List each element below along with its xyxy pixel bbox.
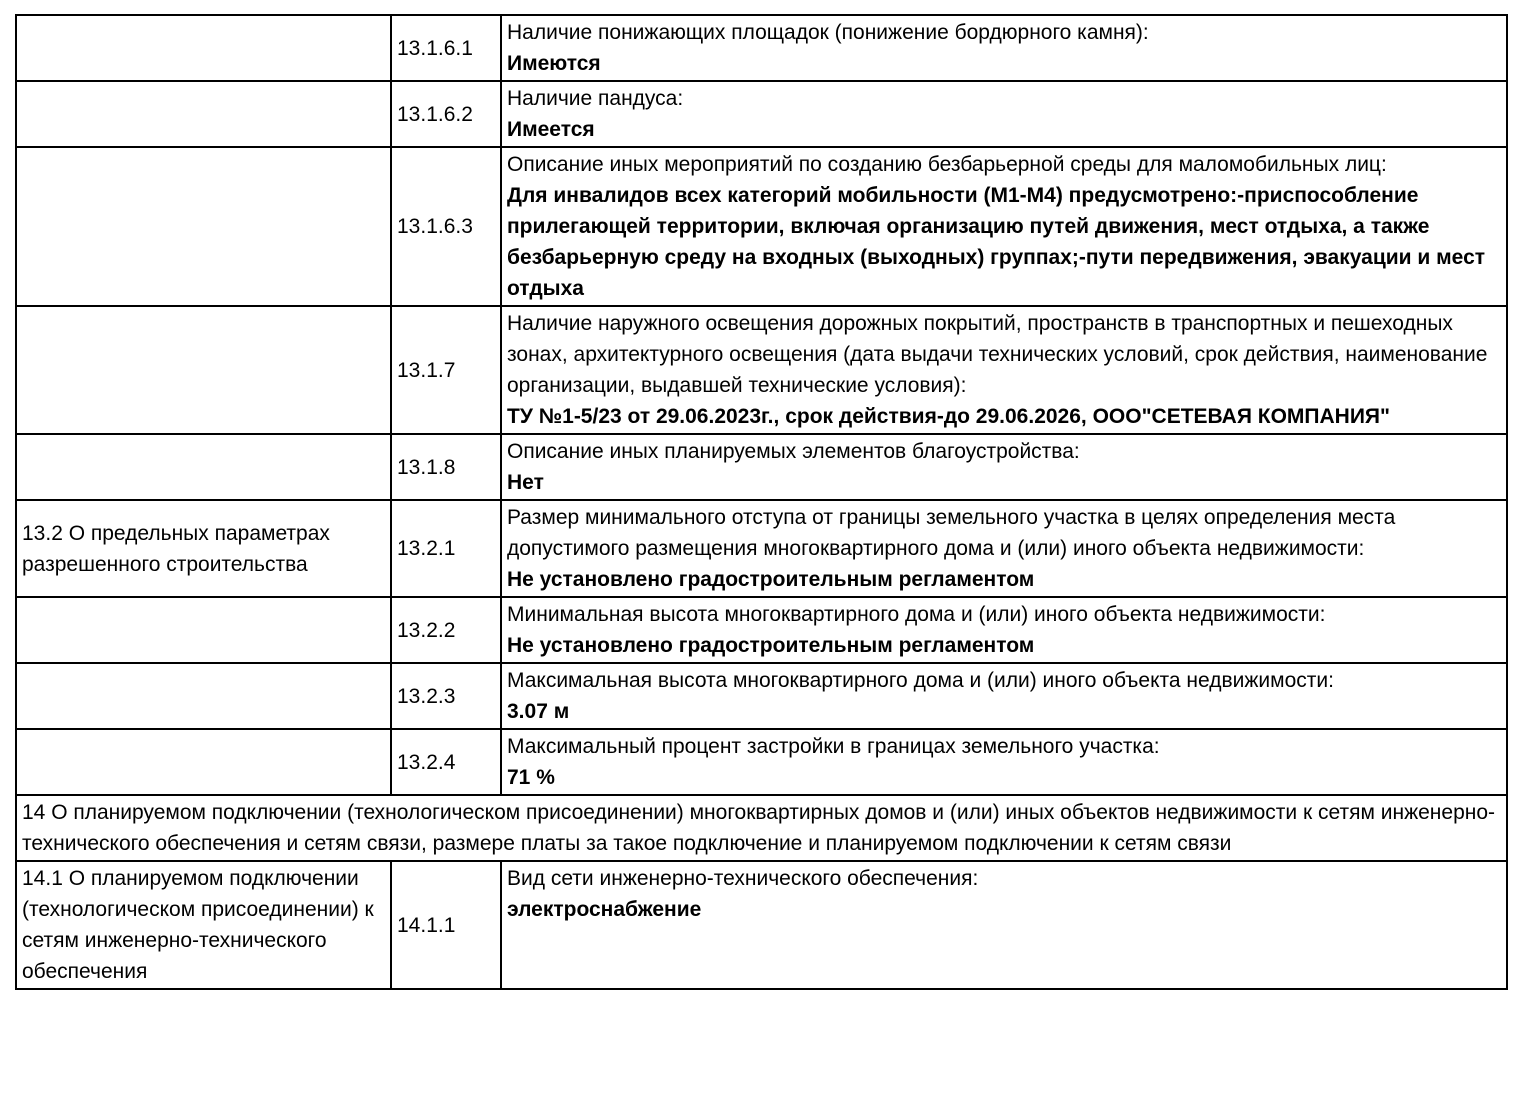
item-number-cell: 13.2.3: [391, 663, 501, 729]
content-cell: [501, 434, 1507, 500]
field-label: Наличие наружного освещения дорожных покрытий, пространств в транспортных и пешеходных зонах, архитектурного освещения (дата выдачи технических условий, срок действия, наименование организации, выдавшей технические условия):: [507, 312, 1488, 397]
field-value: Не установлено градостроительным регламентом: [507, 568, 1035, 591]
section-cell: [16, 434, 391, 500]
content-cell: [501, 663, 1507, 729]
field-label: Максимальная высота многоквартирного дома и (или) иного объекта недвижимости:: [507, 669, 1334, 692]
item-number-cell: 13.2.1: [391, 500, 501, 597]
table-row: [16, 434, 1507, 500]
item-number-cell: 13.2.4: [391, 729, 501, 795]
item-number-cell: 13.1.6.3: [391, 147, 501, 306]
field-value: Нет: [507, 471, 544, 494]
section-cell: 13.2 О предельных параметрах разрешенного строительства: [16, 500, 391, 597]
field-value: Имеются: [507, 52, 601, 75]
table-row: [16, 663, 1507, 729]
content-cell: [501, 500, 1507, 597]
item-number-cell: 13.1.7: [391, 306, 501, 434]
table-row: [16, 147, 1507, 306]
field-value: Для инвалидов всех категорий мобильности (М1-М4) предусмотрено:-приспособление прилегающей территории, включая организацию путей движения, мест отдыха, а также безбарьерную среду на входных (выходных) группах;-пути передвижения, эвакуации и мест отдыха: [507, 184, 1486, 300]
table-row: [16, 15, 1507, 81]
content-cell: [501, 729, 1507, 795]
content-cell: [501, 15, 1507, 81]
field-label: Минимальная высота многоквартирного дома и (или) иного объекта недвижимости:: [507, 603, 1326, 626]
field-value: Не установлено градостроительным регламентом: [507, 634, 1035, 657]
field-label: Наличие пандуса:: [507, 87, 684, 110]
table-body: [16, 15, 1507, 989]
section-cell: [16, 306, 391, 434]
section-cell: [16, 81, 391, 147]
field-value: 3.07 м: [507, 700, 570, 723]
item-number-cell: 13.1.6.1: [391, 15, 501, 81]
field-label: Вид сети инженерно-технического обеспечения:: [507, 867, 979, 890]
content-cell: [501, 306, 1507, 434]
table-row: [16, 795, 1507, 861]
table-row: [16, 500, 1507, 597]
field-value: электроснабжение: [507, 898, 702, 921]
field-label: Максимальный процент застройки в границах земельного участка:: [507, 735, 1160, 758]
field-label: Описание иных мероприятий по созданию безбарьерной среды для маломобильных лиц:: [507, 153, 1387, 176]
table-row: [16, 306, 1507, 434]
item-number-cell: 13.2.2: [391, 597, 501, 663]
item-number-cell: 14.1.1: [391, 861, 501, 989]
table-row: [16, 597, 1507, 663]
field-value: ТУ №1-5/23 от 29.06.2023г., срок действия-до 29.06.2026, ООО"СЕТЕВАЯ КОМПАНИЯ": [507, 405, 1390, 428]
section-cell: [16, 15, 391, 81]
field-label: Описание иных планируемых элементов благоустройства:: [507, 440, 1080, 463]
table-row: [16, 861, 1507, 989]
table-row: [16, 729, 1507, 795]
table-row: [16, 81, 1507, 147]
field-label: Размер минимального отступа от границы земельного участка в целях определения места допустимого размещения многоквартирного дома и (или) иного объекта недвижимости:: [507, 506, 1396, 560]
field-value: 71 %: [507, 766, 555, 789]
section-cell: 14.1 О планируемом подключении (технологическом присоединении) к сетям инженерно-технического обеспечения: [16, 861, 391, 989]
section-cell: [16, 147, 391, 306]
item-number-cell: 13.1.6.2: [391, 81, 501, 147]
section-cell: [16, 729, 391, 795]
section-heading-cell: 14 О планируемом подключении (технологическом присоединении) многоквартирных домов и (или) иных объектов недвижимости к сетям инженерно-технического обеспечения и сетям связи, размере платы за такое подключение и планируемом подключении к сетям связи: [16, 795, 1507, 861]
section-cell: [16, 663, 391, 729]
field-label: Наличие понижающих площадок (понижение бордюрного камня):: [507, 21, 1149, 44]
item-number-cell: 13.1.8: [391, 434, 501, 500]
content-cell: [501, 597, 1507, 663]
content-cell: [501, 147, 1507, 306]
declaration-table: [15, 14, 1508, 990]
content-cell: [501, 861, 1507, 989]
section-cell: [16, 597, 391, 663]
content-cell: [501, 81, 1507, 147]
field-value: Имеется: [507, 118, 595, 141]
